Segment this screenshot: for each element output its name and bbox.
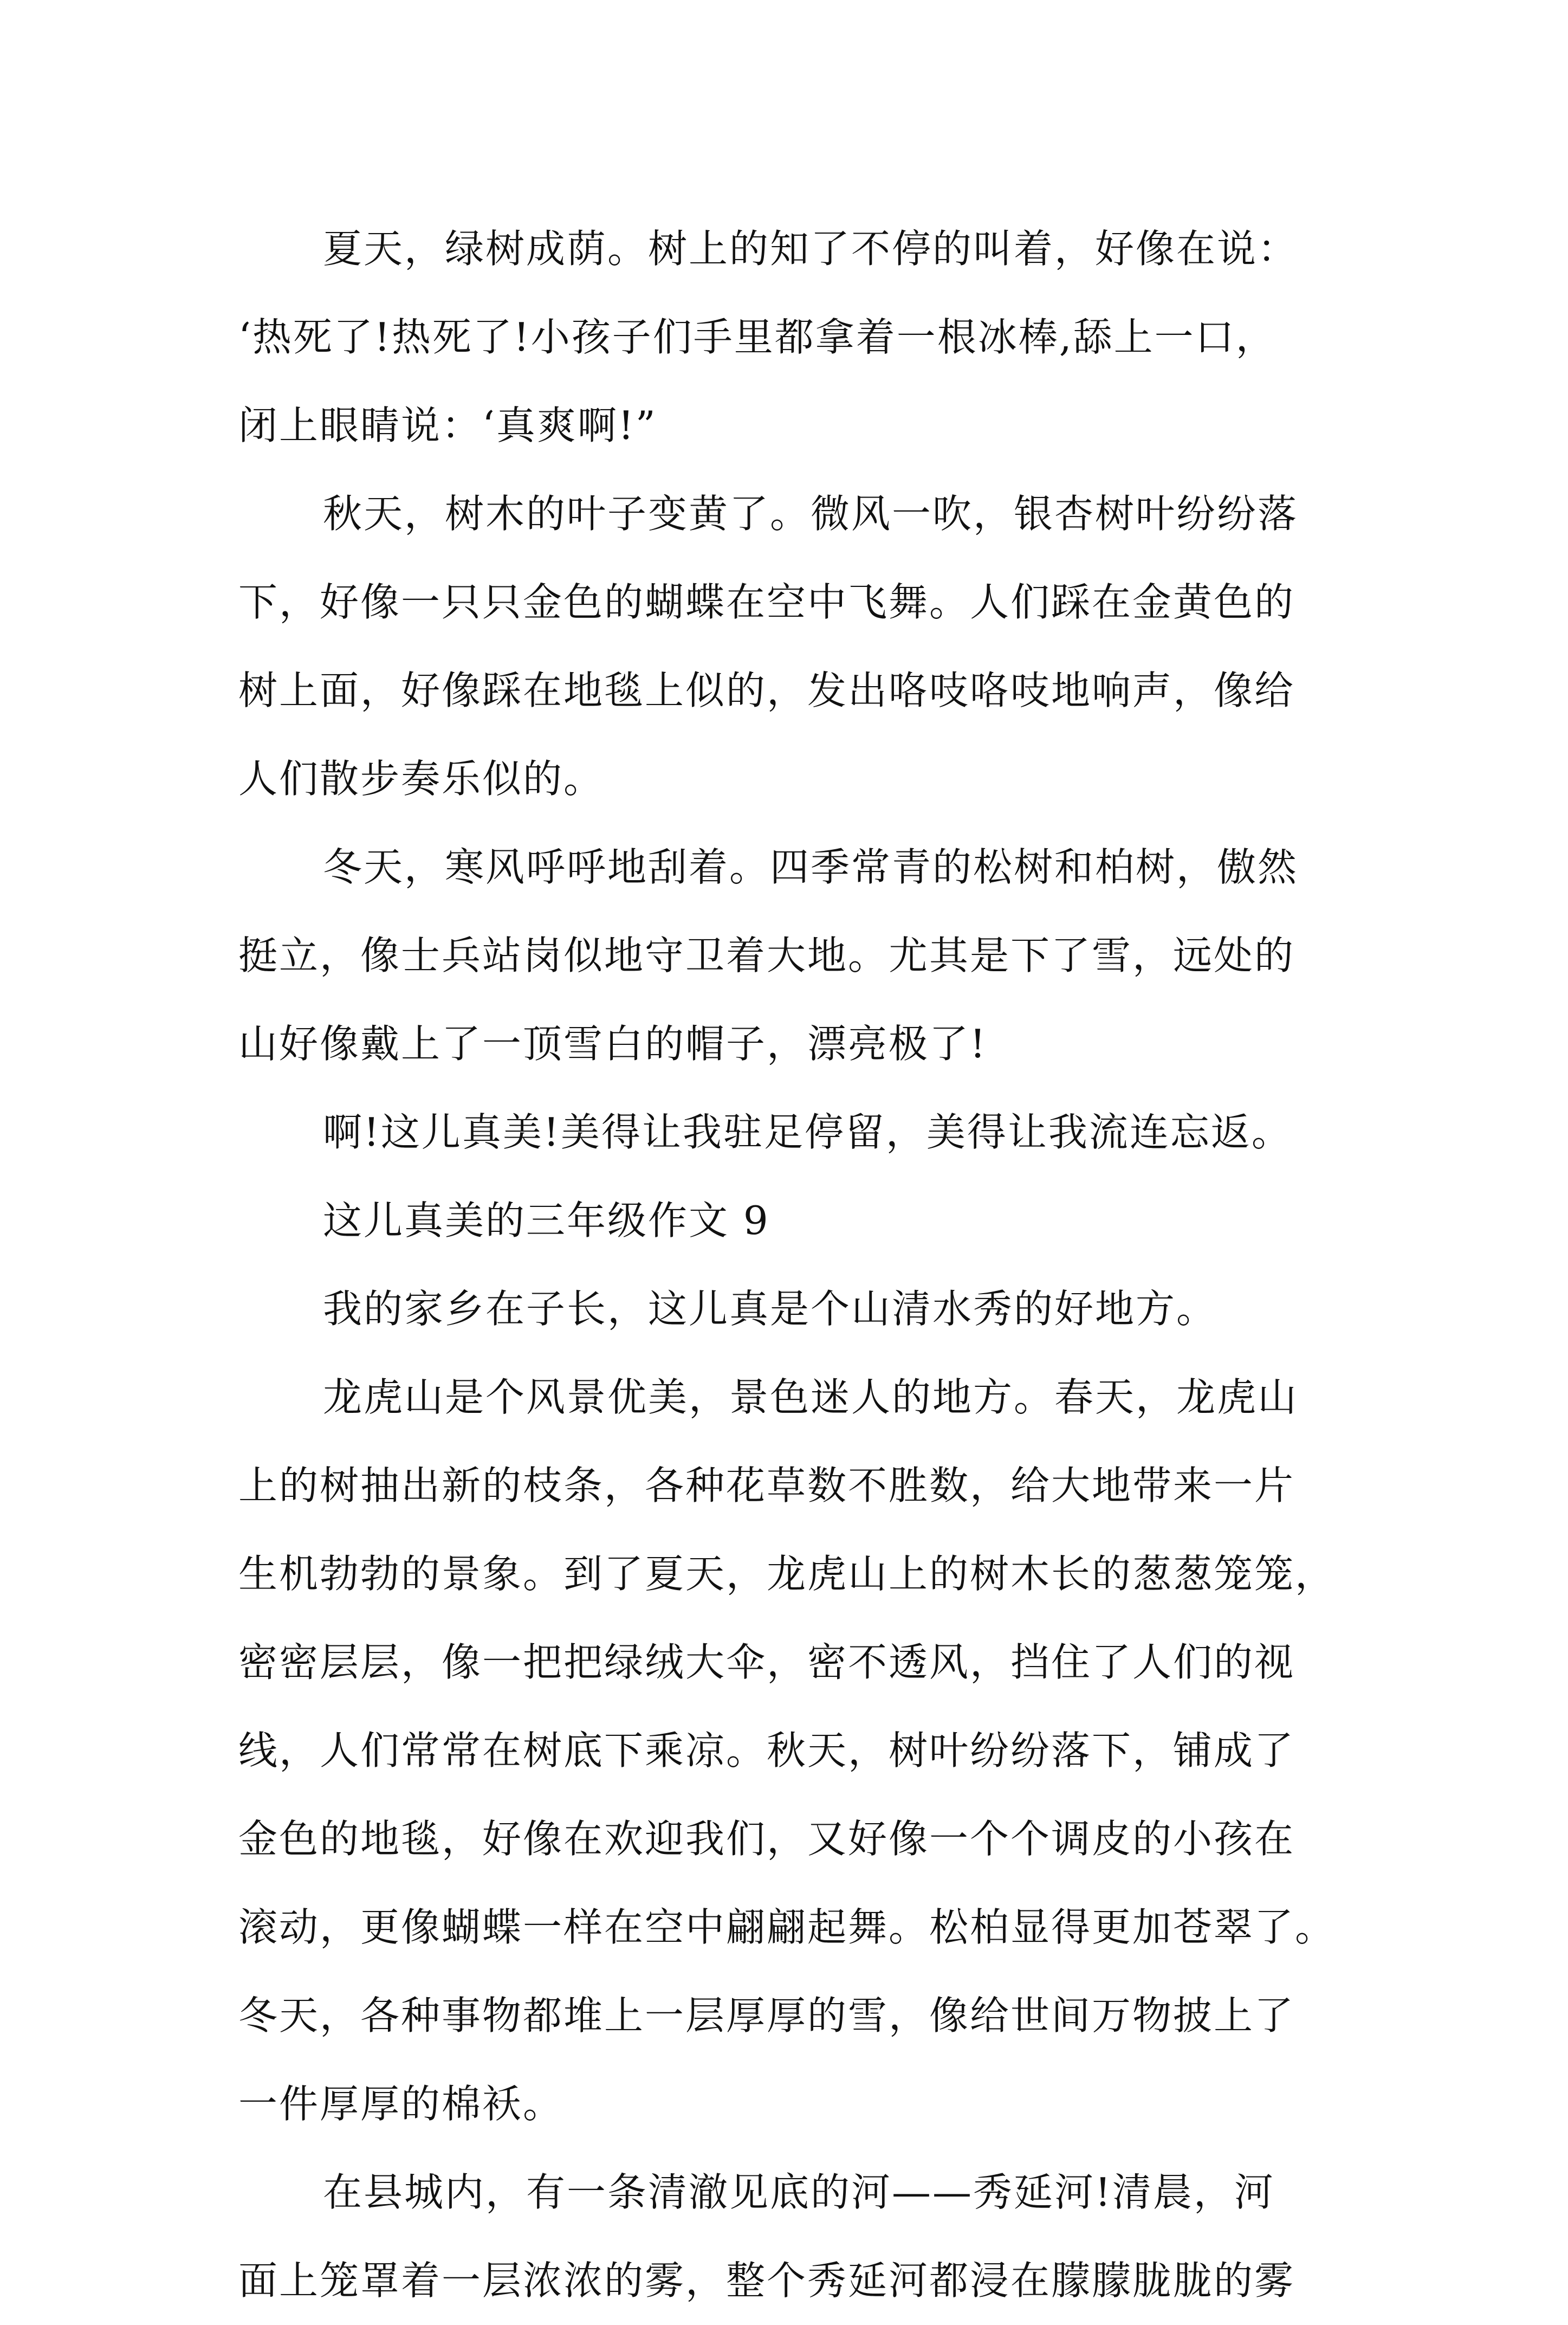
text-line: 人们散步奏乐似的。 [238,756,605,802]
text-line: 冬天，各种事物都堆上一层厚厚的雪，像给世间万物披上了 [238,1993,1295,2038]
text-line: 面上笼罩着一层浓浓的雾，整个秀延河都浸在朦朦胧胧的雾 [238,2258,1295,2303]
text-line: 生机勃勃的景象。到了夏天，龙虎山上的树木长的葱葱笼笼， [238,1551,1336,1597]
text-line: 啊!这儿真美!美得让我驻足停留，美得让我流连忘返。 [323,1109,1292,1155]
text-line: 滚动，更像蝴蝶一样在空中翩翩起舞。松柏显得更加苍翠了。 [238,1904,1336,1950]
text-line: 下，好像一只只金色的蝴蝶在空中飞舞。人们踩在金黄色的 [238,579,1295,625]
text-line: 闭上眼睛说：‘真爽啊!” [238,403,657,448]
text-line: 金色的地毯，好像在欢迎我们，又好像一个个调皮的小孩在 [238,1816,1295,1862]
text-line: 我的家乡在子长，这儿真是个山清水秀的好地方。 [323,1286,1217,1332]
text-line: 上的树抽出新的枝条，各种花草数不胜数，给大地带来一片 [238,1463,1295,1508]
text-line: 山好像戴上了一顶雪白的帽子，漂亮极了! [238,1021,987,1067]
text-line: 冬天，寒风呼呼地刮着。四季常青的松树和柏树，傲然 [323,844,1299,890]
text-line: 秋天，树木的叶子变黄了。微风一吹，银杏树叶纷纷落 [323,491,1299,537]
document-body [238,205,1360,2325]
text-line: 密密层层，像一把把绿绒大伞，密不透风，挡住了人们的视 [238,1639,1295,1685]
text-line: 树上面，好像踩在地毯上似的，发出咯吱咯吱地响声，像给 [238,668,1295,713]
text-line: 线，人们常常在树底下乘凉。秋天，树叶纷纷落下，铺成了 [238,1728,1295,1773]
text-line: 夏天，绿树成荫。树上的知了不停的叫着，好像在说： [323,226,1299,272]
text-line: 在县城内，有一条清澈见底的河——秀延河!清晨，河 [323,2169,1275,2215]
text-line: 龙虎山是个风景优美，景色迷人的地方。春天，龙虎山 [323,1374,1299,1420]
text-line: ‘热死了!热死了!小孩子们手里都拿着一根冰棒,舔上一口， [238,314,1277,360]
text-line: 挺立，像士兵站岗似地守卫着大地。尤其是下了雪，远处的 [238,933,1295,978]
text-line: 一件厚厚的棉袄。 [238,2081,564,2127]
section-heading: 这儿真美的三年级作文 9 [323,1198,770,1243]
